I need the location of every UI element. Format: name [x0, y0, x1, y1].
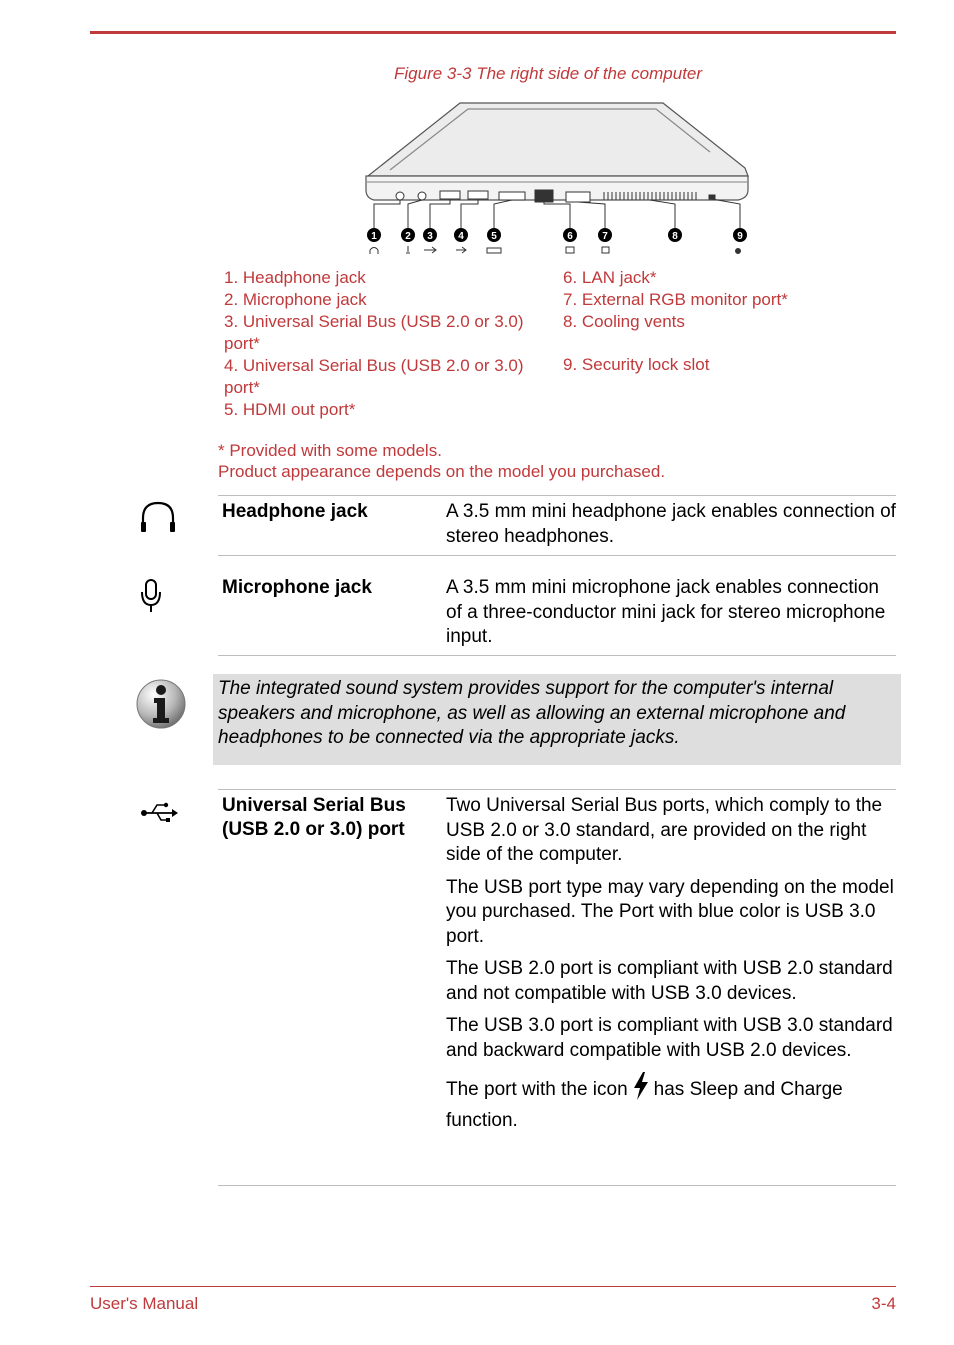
usb-desc-paragraph: The USB 2.0 port is compliant with USB 2.0 standard and not compatible with USB 3.0 devices.	[446, 958, 893, 1004]
callout-4	[454, 228, 468, 242]
lan-glyph-icon	[566, 247, 574, 253]
legend-item: 4. Universal Serial Bus (USB 2.0 or 3.0) port*	[224, 356, 524, 397]
usb-glyph-icon-1	[424, 247, 436, 253]
usb-glyph-icon-2	[456, 247, 466, 253]
callout-3	[423, 228, 437, 242]
footer-page-number: 3-4	[871, 1294, 896, 1313]
sleep-charge-text-before: The port with the icon	[446, 1079, 628, 1100]
usb-desc	[446, 794, 896, 1144]
usb-term-line1: Universal Serial Bus	[222, 795, 406, 816]
svg-text:8: 8	[672, 231, 678, 242]
headphone-glyph-icon	[370, 248, 378, 255]
microphone-term: Microphone jack	[222, 577, 372, 598]
usb-term	[222, 794, 406, 842]
legend-item: 6. LAN jack*	[563, 268, 657, 287]
svg-text:5: 5	[491, 231, 497, 242]
lock-glyph-icon	[736, 249, 741, 254]
figure-caption: Figure 3-3 The right side of the computer	[394, 64, 703, 83]
monitor-glyph-icon	[602, 247, 609, 253]
svg-text:4: 4	[458, 231, 464, 242]
usb-desc-paragraph-sleep-charge	[446, 1071, 896, 1136]
microphone-glyph-icon	[406, 246, 410, 253]
usb-port-2-shape	[468, 191, 488, 199]
svg-text:9: 9	[737, 231, 743, 242]
footer-rule	[90, 1286, 896, 1287]
headphone-term: Headphone jack	[222, 501, 368, 522]
legend-item: 2. Microphone jack	[224, 290, 367, 309]
callout-leaders	[374, 199, 740, 230]
headphone-desc: A 3.5 mm mini headphone jack enables connection of stereo headphones.	[446, 501, 896, 547]
legend-item: 1. Headphone jack	[224, 268, 366, 287]
usb-icon	[140, 801, 180, 825]
legend-item: 5. HDMI out port*	[224, 400, 356, 419]
appearance-note: Product appearance depends on the model you purchased.	[218, 462, 666, 481]
hdmi-port-shape	[499, 192, 525, 200]
legend-item: 8. Cooling vents	[563, 312, 685, 331]
divider	[218, 495, 896, 496]
sleep-and-charge-bolt-icon	[632, 1071, 650, 1101]
callout-9	[733, 228, 747, 242]
headphone-port-shape	[396, 192, 404, 200]
svg-text:7: 7	[602, 231, 608, 242]
usb-desc-paragraph: Two Universal Serial Bus ports, which comply to the USB 2.0 or 3.0 standard, are provided on the right side of the computer.	[446, 795, 883, 865]
usb-desc-paragraph: The USB 3.0 port is compliant with USB 3.0 standard and backward compatible with USB 2.0 devices.	[446, 1015, 893, 1061]
security-slot-shape	[709, 195, 715, 199]
divider	[218, 789, 896, 790]
sleep-charge-text-after: has Sleep and Charge function.	[446, 1079, 843, 1131]
usb-desc-paragraph: The USB port type may vary depending on the model you purchased. The Port with blue color is USB 3.0 port.	[446, 876, 894, 947]
svg-text:6: 6	[567, 231, 573, 242]
laptop-body	[366, 103, 748, 200]
legend-item: 9. Security lock slot	[563, 355, 710, 374]
callout-1	[367, 228, 381, 242]
callout-6	[563, 228, 577, 242]
models-note: * Provided with some models.	[218, 441, 442, 460]
microphone-icon	[138, 578, 164, 614]
legend-column-2	[563, 267, 893, 376]
footer-manual-title: User's Manual	[90, 1294, 199, 1313]
laptop-right-side-illustration	[360, 100, 755, 260]
callout-2	[401, 228, 415, 242]
callout-7	[598, 228, 612, 242]
usb-term-line2: (USB 2.0 or 3.0) port	[222, 819, 405, 840]
svg-text:2: 2	[405, 231, 411, 242]
divider	[218, 655, 896, 656]
legend-item: 3. Universal Serial Bus (USB 2.0 or 3.0) port*	[224, 312, 524, 353]
svg-text:3: 3	[427, 231, 433, 242]
info-note-text: The integrated sound system provides support for the computer's internal speakers and microphone, as well as allowing an external microphone and headphones to be connected via the appropriate jacks.	[218, 678, 846, 748]
callout-8	[668, 228, 682, 242]
port-glyphs	[370, 246, 741, 254]
hdmi-glyph-icon	[487, 248, 501, 253]
usb-port-1-shape	[440, 191, 460, 199]
legend-column-1	[224, 267, 554, 421]
lan-port-shape	[535, 190, 553, 202]
header-rule	[90, 31, 896, 34]
headphone-icon	[139, 500, 177, 538]
callout-markers	[367, 228, 747, 242]
info-icon	[135, 678, 187, 730]
callout-5	[487, 228, 501, 242]
microphone-desc: A 3.5 mm mini microphone jack enables connection of a three-conductor mini jack for stereo microphone input.	[446, 577, 886, 647]
rgb-port-shape	[566, 192, 590, 202]
microphone-port-shape	[418, 192, 426, 200]
legend-item: 7. External RGB monitor port*	[563, 290, 788, 309]
divider	[218, 1185, 896, 1186]
divider	[218, 555, 896, 556]
svg-text:1: 1	[371, 231, 377, 242]
